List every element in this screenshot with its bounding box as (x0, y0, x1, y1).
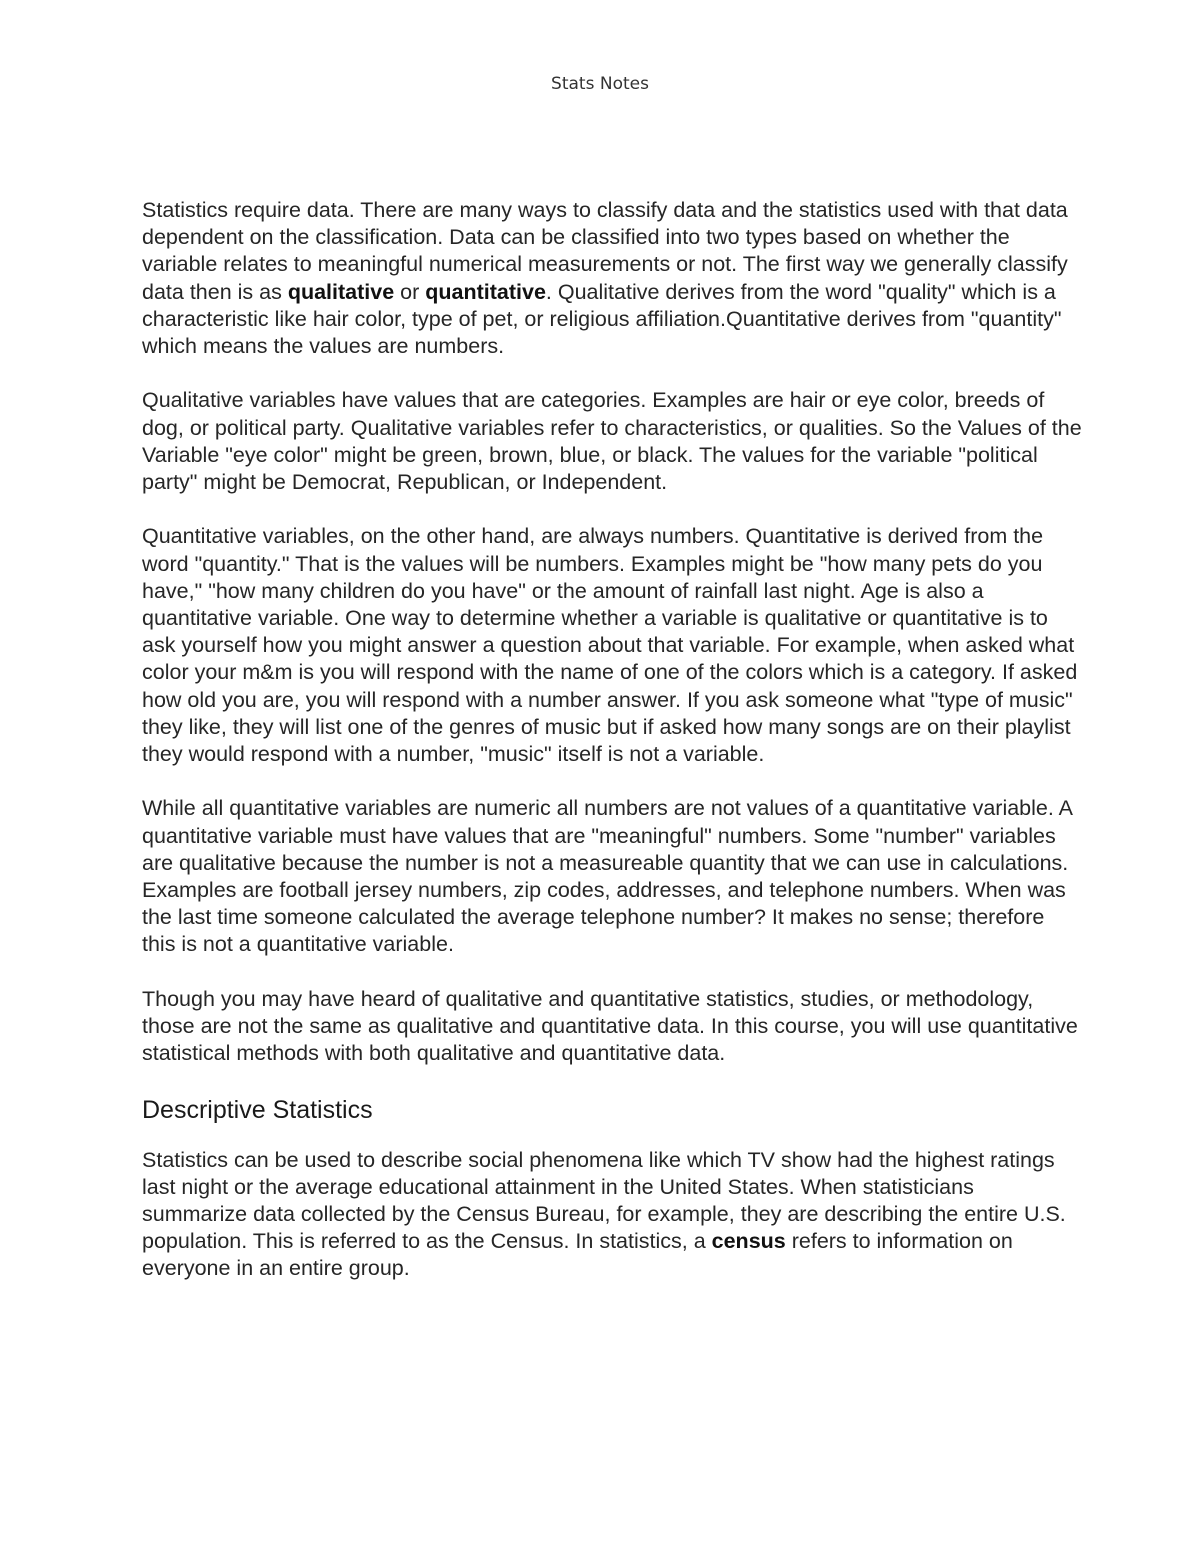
paragraph-descriptive-statistics (142, 1147, 1082, 1283)
page-header: Stats Notes (551, 74, 649, 94)
paragraph-text: refers to information on everyone in an entire group. (142, 1229, 1013, 1281)
bold-term-census: census (711, 1229, 786, 1254)
paragraph-quantitative-variables: Quantitative variables, on the other hand, are always numbers. Quantitative is derived from the word "quantity." That is the values will be numbers. Examples might be "how many pets do you have," "how many children do you have" or the amount of rainfall last night. Age is also a quantitative variable. One way to determine whether a variable is qualitative or quantitative is to ask yourself how you might answer a question about that variable. For example, when asked what color your m&m is you will respond with the name of one of the colors which is a category. If asked how old you are, you will respond with a number answer. If you ask someone what "type of music" they like, they will list one of the genres of music but if asked how many songs are on their playlist they would respond with a number, "music" itself is not a variable. (142, 524, 1078, 767)
bold-term-quantitative: quantitative (425, 279, 546, 304)
document-body (142, 197, 1082, 1310)
section-heading-descriptive-statistics: Descriptive Statistics (142, 1095, 373, 1124)
paragraph-qualitative-quantitative-intro (142, 197, 1082, 360)
bold-term-qualitative: qualitative (287, 279, 395, 304)
paragraph-text: Statistics can be used to describe social phenomena like which TV show had the highest ratings last night or the average educational attainment in the United States. When statisticians summarize data collected by the Census Bureau, for example, they are describing the entire U.S. population. This is referred to as the Census. In statistics, a (142, 1147, 1066, 1254)
paragraph-text: or (394, 279, 426, 304)
paragraph-methodology-note: Though you may have heard of qualitative and quantitative statistics, studies, or methodology, those are not the same as qualitative and quantitative data. In this course, you will use quantitative statistical methods with both qualitative and quantitative data. (142, 986, 1078, 1066)
paragraph-text: Statistics require data. There are many ways to classify data and the statistics used with that data dependent on the classification. Data can be classified into two types based on whether the variable relates to meaningful numerical measurements or not. The first way we generally classify data then is as (142, 198, 1068, 304)
paragraph-numeric-not-quantitative: While all quantitative variables are numeric all numbers are not values of a quantitative variable. A quantitative variable must have values that are "meaningful" numbers. Some "number" variables are qualitative because the number is not a measureable quantity that we can use in calculations. Examples are football jersey numbers, zip codes, addresses, and telephone numbers. When was the last time someone calculated the average telephone number? It makes no sense; therefore this is not a quantitative variable. (142, 796, 1072, 957)
paragraph-qualitative-variables: Qualitative variables have values that are categories. Examples are hair or eye color, breeds of dog, or political party. Qualitative variables refer to characteristics, or qualities. So the Values of the Variable "eye color" might be green, brown, blue, or black. The values for the variable "political party" might be Democrat, Republican, or Independent. (142, 388, 1082, 495)
paragraph-text: . Qualitative derives from the word "quality" which is a characteristic like hair color, type of pet, or religious affiliation.Quantitative derives from "quantity" which means the values are numbers. (142, 279, 1062, 359)
